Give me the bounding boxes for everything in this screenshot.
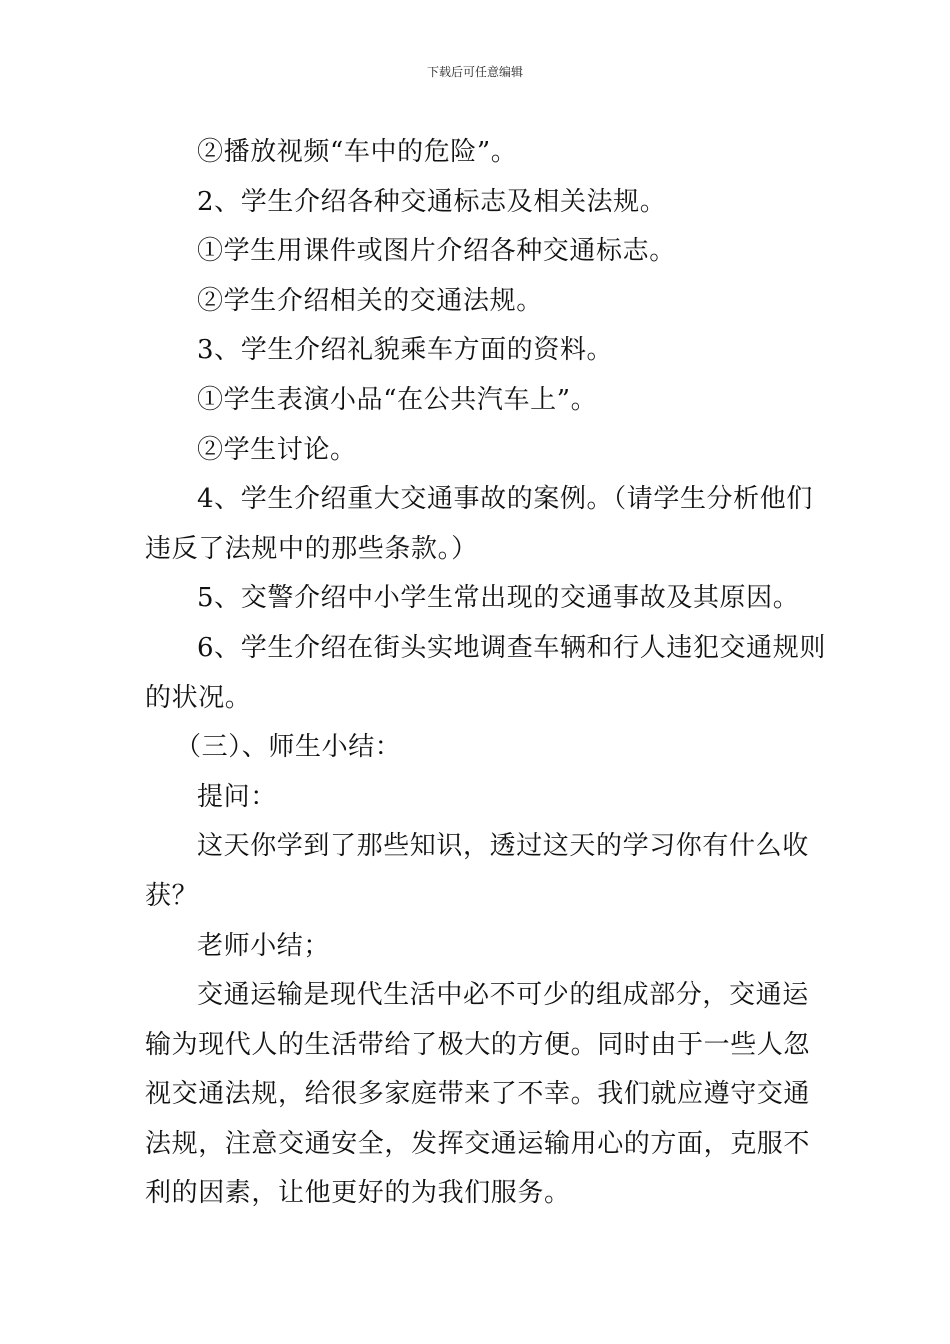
text-line: ①学生表演小品“在公共汽车上”。 [197,384,598,415]
text-line: 利的因素，让他更好的为我们服务。 [145,1178,571,1209]
text-line: ①学生用课件或图片介绍各种交通标志。 [197,236,676,267]
text-line: ②学生讨论。 [197,434,357,465]
document-body [145,128,826,1219]
text-line: 法规，注意交通安全，发挥交通运输用心的方面，克服不 [145,1128,811,1159]
text-line: 老师小结； [197,930,331,961]
text-line: ②学生介绍相关的交通法规。 [197,285,543,316]
text-line: 5、交警介绍中小学生常出现的交通事故及其原因。 [197,583,800,614]
text-line: 6、学生介绍在街头实地调查车辆和行人违犯交通规则 [197,632,826,663]
text-line: 3、学生介绍礼貌乘车方面的资料。 [197,335,614,366]
page-header: 下载后可任意编辑 [426,65,523,79]
text-line: （三）、师生小结： [175,732,402,763]
text-line: 4、学生介绍重大交通事故的案例。（请学生分析他们 [197,484,813,515]
text-line: ②播放视频“车中的危险”。 [197,137,518,167]
text-line: 这天你学到了那些知识，透过这天的学习你有什么收 [197,831,809,862]
text-line: 2、学生介绍各种交通标志及相关法规。 [197,186,667,217]
text-line: 提问： [197,781,277,812]
text-line: 的状况。 [145,682,252,713]
text-line: 视交通法规，给很多家庭带来了不幸。我们就应遵守交通 [145,1079,811,1110]
text-line: 输为现代人的生活带给了极大的方便。同时由于一些人忽 [145,1029,811,1060]
text-line: 违反了法规中的那些条款。） [145,533,478,564]
text-line: 交通运输是现代生活中必不可少的组成部分，交通运 [197,980,809,1011]
text-line: 获？ [145,880,199,911]
